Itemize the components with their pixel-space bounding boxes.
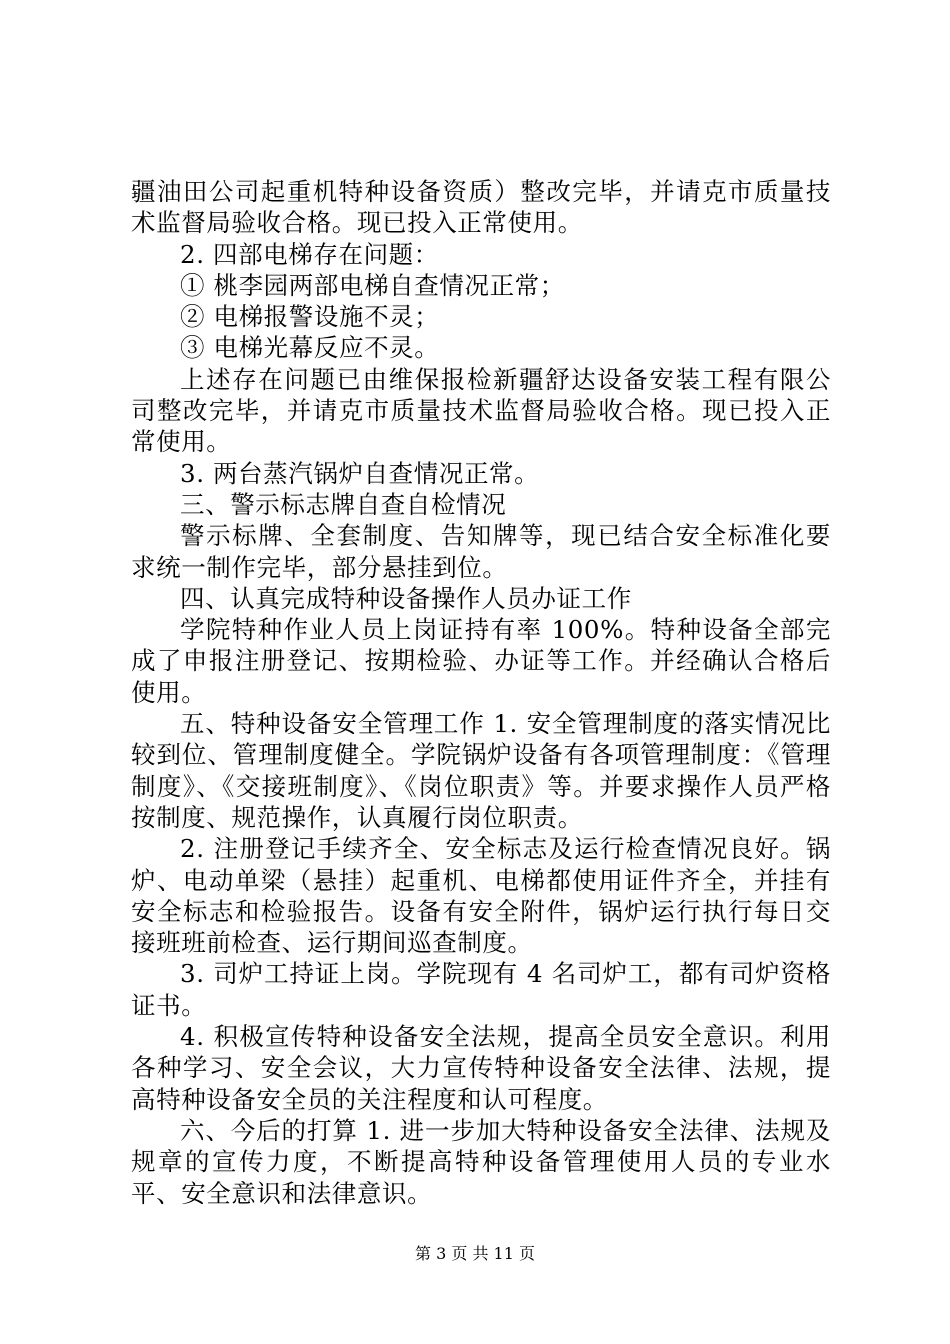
document-body (131, 176, 831, 1209)
page-number-footer: 第 3 页 共 11 页 (415, 1244, 535, 1263)
paragraph-12: 五、特种设备安全管理工作 1. 安全管理制度的落实情况比较到位、管理制度健全。学院锅炉设备有各项管理制度：《管理制度》、《交接班制度》、《岗位职责》等。并要求操作人员严格按制度、规范操作，认真履行岗位职责。 (131, 709, 831, 832)
section-heading-3: 三、警示标志牌自查自检情况 (180, 489, 507, 519)
paragraph-15: 4. 积极宣传特种设备安全法规，提高全员安全意识。利用各种学习、安全会议，大力宣传特种设备安全法律、法规，提高特种设备安全员的关注程度和认可程度。 (131, 1022, 831, 1114)
paragraph-13: 2. 注册登记手续齐全、安全标志及运行检查情况良好。锅炉、电动单梁（悬挂）起重机、电梯都使用证件齐全，并挂有安全标志和检验报告。设备有安全附件，锅炉运行执行每日交接班班前检查、运行期间巡查制度。 (131, 834, 831, 958)
paragraph-5: ③ 电梯光幕反应不灵。 (180, 333, 440, 363)
paragraph-11: 学院特种作业人员上岗证持有率 100%。特种设备全部完成了申报注册登记、按期检验、办证等工作。并经确认合格后使用。 (131, 615, 831, 707)
paragraph-7: 3. 两台蒸汽锅炉自查情况正常。 (180, 458, 540, 488)
paragraph-9: 警示标牌、全套制度、告知牌等，现已结合安全标准化要求统一制作完毕，部分悬挂到位。 (131, 521, 831, 582)
paragraph-4: ② 电梯报警设施不灵； (180, 302, 440, 332)
paragraph-2: 2. 四部电梯存在问题： (180, 239, 439, 269)
paragraph-1: 疆油田公司起重机特种设备资质）整改完毕，并请克市质量技术监督局验收合格。现已投入正常使用。 (131, 177, 831, 238)
paragraph-16: 六、今后的打算 1. 进一步加大特种设备安全法律、法规及规章的宣传力度，不断提高特种设备管理使用人员的专业水平、安全意识和法律意识。 (131, 1115, 831, 1208)
paragraph-6: 上述存在问题已由维保报检新疆舒达设备安装工程有限公司整改完毕，并请克市质量技术监督局验收合格。现已投入正常使用。 (131, 364, 831, 457)
paragraph-3: ① 桃李园两部电梯自查情况正常； (180, 270, 565, 300)
section-heading-4: 四、认真完成特种设备操作人员办证工作 (180, 583, 632, 613)
paragraph-14: 3. 司炉工持证上岗。学院现有 4 名司炉工，都有司炉资格证书。 (131, 959, 831, 1020)
